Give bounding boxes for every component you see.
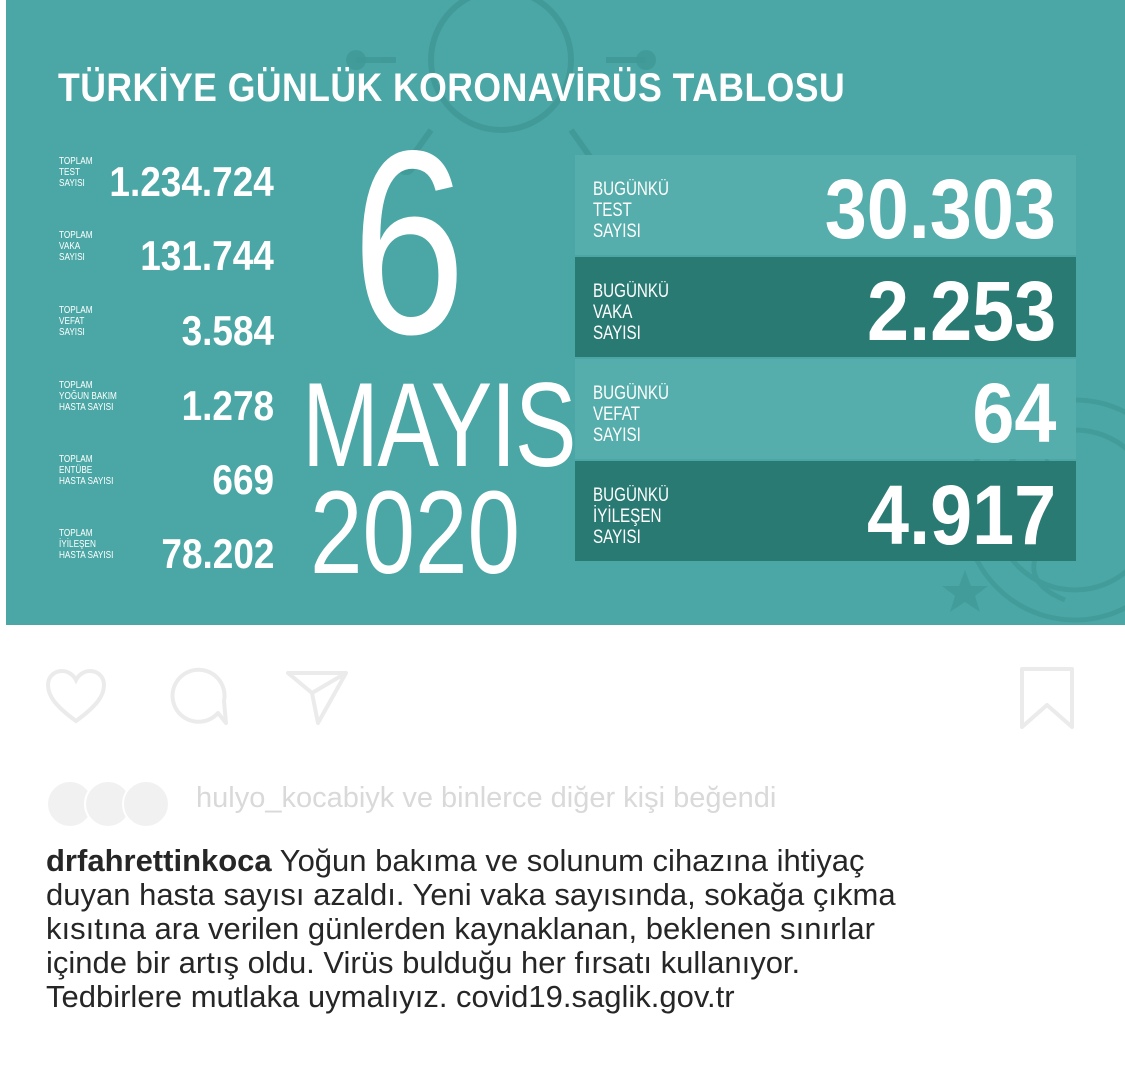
liked-by-avatars[interactable] <box>46 780 176 826</box>
comment-icon[interactable] <box>166 665 230 729</box>
stat-total-intubated <box>6 454 296 514</box>
stat-value: 669 <box>212 456 274 503</box>
stat-total-deaths <box>6 305 296 365</box>
stat-label: TOPLAM VEFAT SAYISI <box>59 305 93 338</box>
daily-value: 4.917 <box>866 468 1056 562</box>
date-year: 2020 <box>310 467 521 599</box>
heart-icon[interactable] <box>44 667 108 727</box>
post-image[interactable] <box>6 0 1125 625</box>
post-caption <box>46 844 1096 1014</box>
caption-text: Yoğun bakıma ve solunum cihazına ihtiyaç <box>279 843 865 878</box>
stat-label: TOPLAM VAKA SAYISI <box>59 230 93 263</box>
daily-value: 30.303 <box>824 162 1056 256</box>
stat-label: TOPLAM İYİLEŞEN HASTA SAYISI <box>59 528 114 561</box>
bookmark-icon[interactable] <box>1016 665 1078 731</box>
date-day: 6 <box>352 96 466 389</box>
stat-value: 1.234.724 <box>109 158 274 205</box>
stat-total-recovered <box>6 528 296 588</box>
daily-label: BUGÜNKÜ VAKA SAYISI <box>593 281 670 344</box>
caption-line: kısıtına ara verilen günlerden kaynaklanan, beklenen sınırlar <box>46 911 875 946</box>
share-icon[interactable] <box>284 667 350 727</box>
daily-cases-panel <box>575 257 1076 357</box>
caption-line: Tedbirlere mutlaka uymalıyız. covid19.saglik.gov.tr <box>46 979 735 1014</box>
username-link[interactable]: drfahrettinkoca <box>46 843 272 878</box>
daily-value: 64 <box>971 366 1056 460</box>
stat-total-cases <box>6 230 296 290</box>
daily-deaths-panel <box>575 359 1076 459</box>
daily-value: 2.253 <box>866 264 1056 358</box>
stat-label: TOPLAM YOĞUN BAKIM HASTA SAYISI <box>59 380 117 413</box>
stat-value: 131.744 <box>140 232 274 279</box>
stat-total-tests <box>6 156 296 216</box>
stat-value: 1.278 <box>181 382 274 429</box>
avatar <box>122 780 170 828</box>
infographic-title: TÜRKİYE GÜNLÜK KORONAVİRÜS TABLOSU <box>58 66 846 110</box>
daily-label: BUGÜNKÜ VEFAT SAYISI <box>593 383 670 446</box>
daily-recovered-panel <box>575 461 1076 561</box>
stat-total-icu <box>6 380 296 440</box>
caption-line: içinde bir artış oldu. Virüs bulduğu her fırsatı kullanıyor. <box>46 945 801 980</box>
daily-label: BUGÜNKÜ TEST SAYISI <box>593 179 670 242</box>
daily-tests-panel <box>575 155 1076 255</box>
date-month: MAYIS <box>302 358 575 492</box>
caption-line: duyan hasta sayısı azaldı. Yeni vaka sayısında, sokağa çıkma <box>46 877 896 912</box>
stat-value: 78.202 <box>160 530 274 577</box>
stat-label: TOPLAM TEST SAYISI <box>59 156 93 189</box>
stat-label: TOPLAM ENTÜBE HASTA SAYISI <box>59 454 114 487</box>
daily-label: BUGÜNKÜ İYİLEŞEN SAYISI <box>593 485 670 548</box>
caption-line <box>46 844 1096 878</box>
likes-summary[interactable]: hulyo_kocabiyk ve binlerce diğer kişi beğendi <box>196 782 777 814</box>
stat-value: 3.584 <box>181 307 274 354</box>
